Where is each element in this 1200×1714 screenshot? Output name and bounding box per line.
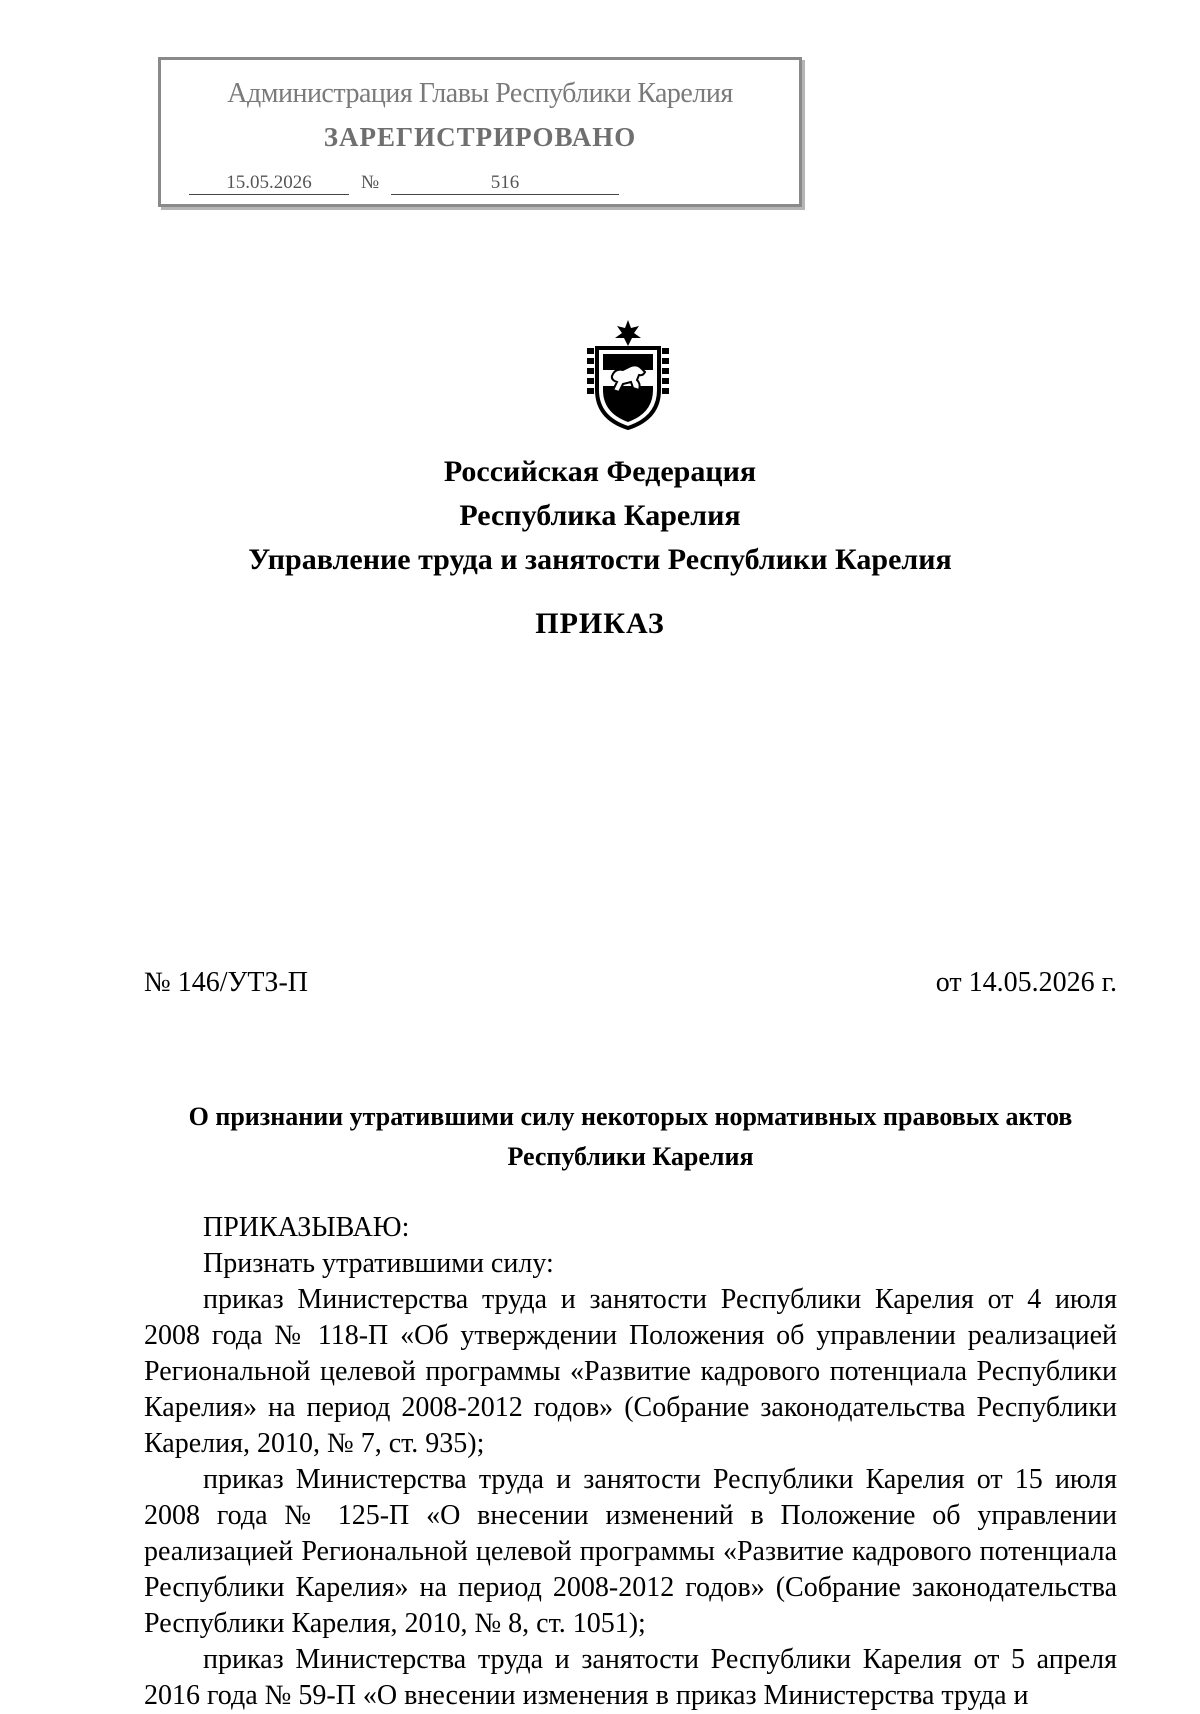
document-body — [144, 1210, 1117, 1714]
body-paragraph: приказ Министерства труда и занятости Республики Карелия от 15 июля 2008 года № 125-П «О внесении изменений в Положение об управлении реализацией Региональной целевой программы «Развитие кадрового потенциала Республики Карелия» на период 2008-2012 годов» (Собрание законодательства Республики Карелия, 2010, № 8, ст. 1051); — [144, 1464, 1117, 1639]
body-paragraph: приказ Министерства труда и занятости Республики Карелия от 4 июля 2008 года № 118-П «Об утверждении Положения об управлении реализацией Региональной целевой программы «Развитие кадрового потенциала Республики Карелия» на период 2008-2012 годов» (Собрание законодательства Республики Карелия, 2010, № 7, ст. 935); — [144, 1284, 1117, 1459]
stamp-number-sign: № — [361, 172, 380, 193]
subject-line: О признании утратившими силу некоторых нормативных правовых актов — [188, 1102, 1073, 1131]
stamp-status: ЗАРЕГИСТРИРОВАНО — [323, 122, 637, 152]
subject-line: Республики Карелия — [507, 1142, 754, 1171]
header-agency: Управление труда и занятости Республики Карелия — [248, 543, 952, 576]
stamp-date: 15.05.2026 — [189, 172, 349, 195]
stamp-organization: Администрация Главы Республики Карелия — [227, 78, 733, 109]
body-paragraph: ПРИКАЗЫВАЮ: — [203, 1212, 410, 1243]
header-republic: Республика Карелия — [459, 499, 741, 532]
registration-stamp — [158, 57, 802, 207]
body-paragraph: Признать утратившими силу: — [203, 1248, 554, 1279]
document-subject — [144, 1097, 1117, 1177]
coat-of-arms-icon — [585, 318, 671, 430]
document-type: ПРИКАЗ — [535, 607, 665, 640]
body-paragraph: приказ Министерства труда и занятости Республики Карелия от 5 апреля 2016 года № 59-П «О внесении изменения в приказ Министерства труда и — [144, 1644, 1117, 1711]
document-date: от 14.05.2026 г. — [935, 967, 1117, 998]
stamp-number: 516 — [391, 172, 619, 195]
header-country: Российская Федерация — [443, 455, 757, 488]
document-number: № 146/УТЗ-П — [144, 967, 308, 998]
